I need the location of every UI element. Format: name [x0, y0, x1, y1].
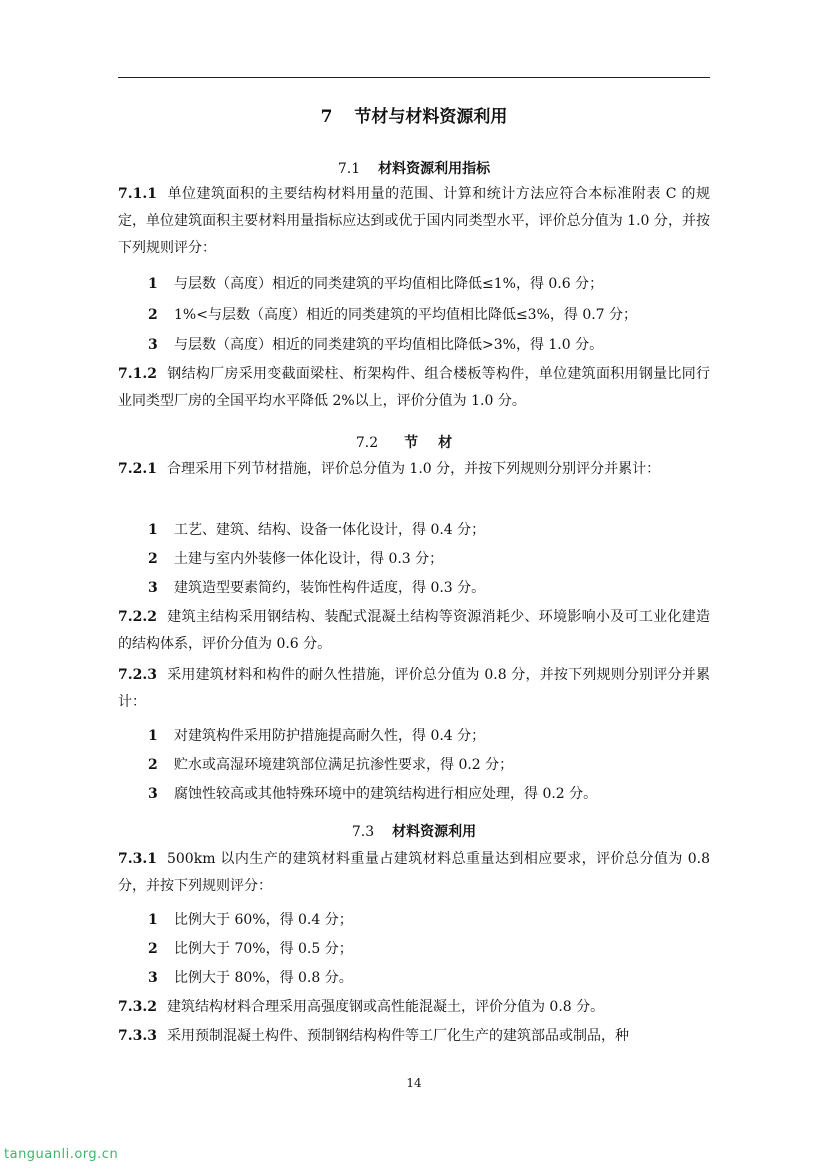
section-title: 材料资源利用指标: [378, 161, 491, 177]
clause-text: 500km 以内生产的建筑材料重量占建筑材料总重量达到相应要求，评价总分值为 0.8 分，并按下列规则评分：: [118, 851, 710, 894]
section-number: 7.3: [351, 824, 375, 840]
item-text: 比例大于 60%，得 0.4 分；: [174, 912, 353, 928]
clause-text: 合理采用下列节材措施，评价总分值为 1.0 分，并按下列规则分别评分并累计：: [166, 461, 661, 477]
header-rule: [118, 77, 710, 78]
item-number: 1: [148, 522, 158, 538]
clause-text: 单位建筑面积的主要结构材料用量的范围、计算和统计方法应符合本标准附表 C 的规定，单位建筑面积主要材料用量指标应达到或优于国内同类型水平，评价总分值为 1.0 分，并按下列规则评分：: [118, 186, 710, 256]
item-number: 2: [148, 757, 158, 773]
item-text: 贮水或高湿环境建筑部位满足抗渗性要求，得 0.2 分；: [174, 757, 514, 773]
list-item: [148, 578, 710, 598]
item-text: 对建筑构件采用防护措施提高耐久性，得 0.4 分；: [174, 728, 486, 744]
clause-7-1-1: [118, 181, 710, 262]
page-number: 14: [406, 1076, 422, 1090]
section-heading-7-3: [118, 822, 710, 842]
item-number: 3: [148, 337, 158, 353]
item-number: 3: [148, 970, 158, 986]
list-item: [148, 305, 710, 325]
list-item: [148, 939, 710, 959]
item-number: 3: [148, 580, 158, 596]
list-item: [148, 726, 710, 746]
item-text: 土建与室内外装修一体化设计，得 0.3 分；: [174, 551, 444, 567]
list-item: [148, 784, 710, 804]
item-text: 工艺、建筑、结构、设备一体化设计，得 0.4 分；: [174, 522, 486, 538]
section-heading-7-2: [118, 433, 710, 453]
item-text: 1%<与层数（高度）相近的同类建筑的平均值相比降低≤3%，得 0.7 分；: [174, 307, 638, 323]
item-number: 1: [148, 912, 158, 928]
clause-text: 建筑主结构采用钢结构、装配式混凝土结构等资源消耗少、环境影响小及可工业化建造的结构体系，评价分值为 0.6 分。: [118, 609, 710, 652]
section-title: 材料资源利用: [392, 824, 477, 840]
clause-number: 7.3.1: [118, 851, 157, 867]
clause-7-1-2: [118, 361, 710, 415]
item-text: 比例大于 70%，得 0.5 分；: [174, 941, 353, 957]
clause-number: 7.2.3: [118, 667, 157, 683]
item-number: 2: [148, 307, 158, 323]
item-number: 1: [148, 728, 158, 744]
clause-number: 7.3.3: [118, 1028, 157, 1044]
clause-text: 采用预制混凝土构件、预制钢结构构件等工厂化生产的建筑部品或制品，种: [166, 1028, 629, 1044]
clause-text: 采用建筑材料和构件的耐久性措施，评价总分值为 0.8 分，并按下列规则分别评分并累计：: [118, 667, 710, 710]
list-item: [148, 755, 710, 775]
list-item: [148, 910, 710, 930]
clause-text: 建筑结构材料合理采用高强度钢或高性能混凝土，评价分值为 0.8 分。: [166, 999, 605, 1015]
list-item: [148, 520, 710, 540]
section-number: 7.2: [355, 435, 379, 451]
section-title: 节材: [404, 435, 473, 451]
clause-7-2-1: [118, 456, 710, 483]
section-number: 7.1: [337, 161, 361, 177]
clause-number: 7.1.2: [118, 366, 157, 382]
item-number: 3: [148, 786, 158, 802]
list-item: [148, 968, 710, 988]
watermark: tanguanli.org.cn: [4, 1147, 119, 1162]
list-item: [148, 549, 710, 569]
list-item: [148, 274, 710, 294]
item-text: 与层数（高度）相近的同类建筑的平均值相比降低≤1%，得 0.6 分；: [174, 276, 604, 292]
item-text: 建筑造型要素简约，装饰性构件适度，得 0.3 分。: [174, 580, 486, 596]
item-number: 2: [148, 941, 158, 957]
list-item: [148, 335, 710, 355]
clause-7-3-2: [118, 994, 710, 1021]
clause-7-2-2: [118, 604, 710, 658]
chapter-number: 7: [320, 107, 333, 127]
clause-text: 钢结构厂房采用变截面梁柱、桁架构件、组合楼板等构件，单位建筑面积用钢量比同行业同类型厂房的全国平均水平降低 2%以上，评价分值为 1.0 分。: [118, 366, 710, 409]
chapter-title: 节材与材料资源利用: [354, 107, 508, 127]
clause-number: 7.2.1: [118, 461, 157, 477]
clause-7-2-3: [118, 662, 710, 716]
clause-7-3-3: [118, 1023, 710, 1050]
clause-number: 7.1.1: [118, 186, 157, 202]
item-text: 比例大于 80%，得 0.8 分。: [174, 970, 353, 986]
section-heading-7-1: [118, 159, 710, 179]
item-number: 1: [148, 276, 158, 292]
clause-number: 7.3.2: [118, 999, 157, 1015]
item-text: 腐蚀性较高或其他特殊环境中的建筑结构进行相应处理，得 0.2 分。: [174, 786, 598, 802]
clause-7-3-1: [118, 846, 710, 900]
item-number: 2: [148, 551, 158, 567]
item-text: 与层数（高度）相近的同类建筑的平均值相比降低>3%，得 1.0 分。: [174, 337, 604, 353]
clause-number: 7.2.2: [118, 609, 157, 625]
chapter-heading: [118, 105, 710, 129]
